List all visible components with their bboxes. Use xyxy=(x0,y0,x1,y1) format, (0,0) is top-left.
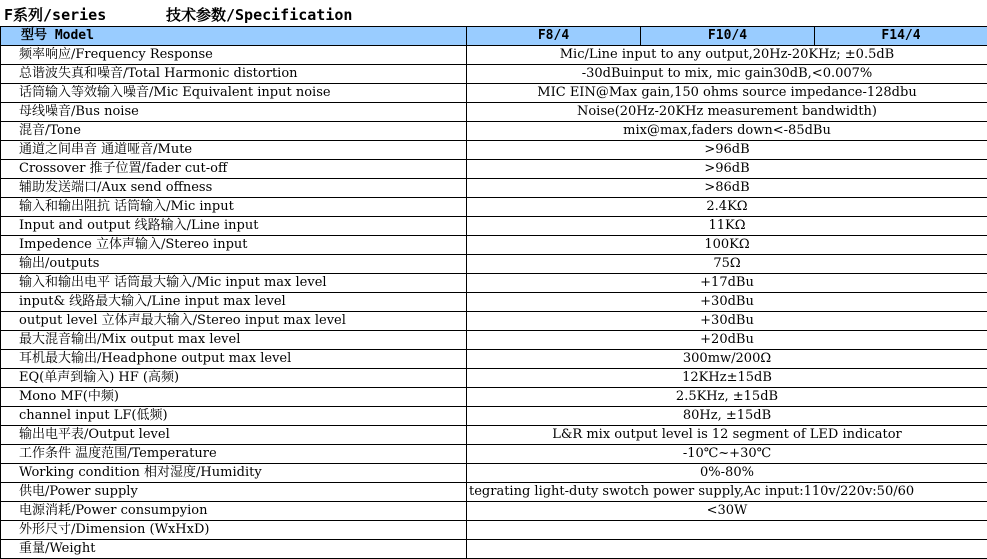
param-cell[interactable]: Impedence 立体声输入/Stereo input xyxy=(1,236,467,255)
value-cell[interactable]: 2.5KHz, ±15dB xyxy=(467,388,987,407)
value-cell[interactable]: 2.4KΩ xyxy=(467,198,987,217)
table-row xyxy=(1,103,987,122)
model-cell-f14[interactable]: F14/4 xyxy=(815,27,987,46)
param-cell[interactable]: 重量/Weight xyxy=(1,540,467,559)
value-cell[interactable]: Mic/Line input to any output,20Hz-20KHz; ±0.5dB xyxy=(467,46,987,65)
param-cell[interactable]: 输入和输出电平 话筒最大输入/Mic input max level xyxy=(1,274,467,293)
param-cell[interactable]: 混音/Tone xyxy=(1,122,467,141)
model-label-cell[interactable]: 型号 Model xyxy=(1,27,467,46)
param-cell[interactable]: 最大混音输出/Mix output max level xyxy=(1,331,467,350)
table-row xyxy=(1,331,987,350)
table-row xyxy=(1,369,987,388)
param-cell[interactable]: 辅助发送端口/Aux send offness xyxy=(1,179,467,198)
value-cell[interactable]: -30dBuinput to mix, mic gain30dB,<0.007% xyxy=(467,65,987,84)
param-cell[interactable]: Working condition 相对湿度/Humidity xyxy=(1,464,467,483)
param-cell[interactable]: 通道之间串音 通道哑音/Mute xyxy=(1,141,467,160)
param-cell[interactable]: 频率响应/Frequency Response xyxy=(1,46,467,65)
table-row xyxy=(1,540,987,559)
table-row xyxy=(1,122,987,141)
param-cell[interactable]: Crossover 推子位置/fader cut-off xyxy=(1,160,467,179)
sheet-title xyxy=(0,0,987,26)
value-cell[interactable]: 0%-80% xyxy=(467,464,987,483)
table-row xyxy=(1,426,987,445)
value-cell[interactable]: 80Hz, ±15dB xyxy=(467,407,987,426)
table-row xyxy=(1,350,987,369)
value-cell[interactable]: MIC EIN@Max gain,150 ohms source impedance-128dbu xyxy=(467,84,987,103)
value-cell[interactable]: L&R mix output level is 12 segment of LED indicator xyxy=(467,426,987,445)
value-cell[interactable]: >96dB xyxy=(467,141,987,160)
value-cell[interactable]: >96dB xyxy=(467,160,987,179)
spec-table xyxy=(0,26,987,559)
param-cell[interactable]: 外形尺寸/Dimension (WxHxD) xyxy=(1,521,467,540)
value-cell[interactable]: 12KHz±15dB xyxy=(467,369,987,388)
table-row xyxy=(1,46,987,65)
param-cell[interactable]: 输出/outputs xyxy=(1,255,467,274)
table-row xyxy=(1,293,987,312)
value-cell[interactable]: +17dBu xyxy=(467,274,987,293)
table-row xyxy=(1,274,987,293)
param-cell[interactable]: Input and output 线路输入/Line input xyxy=(1,217,467,236)
param-cell[interactable]: output level 立体声最大输入/Stereo input max level xyxy=(1,312,467,331)
param-cell[interactable]: EQ(单声到输入) HF (高频) xyxy=(1,369,467,388)
value-cell[interactable]: 11KΩ xyxy=(467,217,987,236)
table-row xyxy=(1,312,987,331)
param-cell[interactable]: 供电/Power supply xyxy=(1,483,467,502)
value-cell[interactable]: tegrating light-duty swotch power supply,Ac input:110v/220v:50/60 xyxy=(467,483,987,502)
table-row xyxy=(1,236,987,255)
table-row xyxy=(1,407,987,426)
value-cell[interactable] xyxy=(467,521,987,540)
param-cell[interactable]: 总谐波失真和噪音/Total Harmonic distortion xyxy=(1,65,467,84)
param-cell[interactable]: 输入和输出阻抗 话筒输入/Mic input xyxy=(1,198,467,217)
value-cell[interactable]: -10℃~+30℃ xyxy=(467,445,987,464)
model-cell-f8[interactable]: F8/4 xyxy=(467,27,641,46)
param-cell[interactable]: 母线噪音/Bus noise xyxy=(1,103,467,122)
param-cell[interactable]: 话筒输入等效输入噪音/Mic Equivalent input noise xyxy=(1,84,467,103)
value-cell[interactable]: 100KΩ xyxy=(467,236,987,255)
value-cell[interactable]: +20dBu xyxy=(467,331,987,350)
param-cell[interactable]: 耳机最大输出/Headphone output max level xyxy=(1,350,467,369)
param-cell[interactable]: Mono MF(中频) xyxy=(1,388,467,407)
value-cell[interactable] xyxy=(467,540,987,559)
table-row xyxy=(1,160,987,179)
model-cell-f10[interactable]: F10/4 xyxy=(641,27,815,46)
table-row xyxy=(1,65,987,84)
table-row xyxy=(1,502,987,521)
table-row xyxy=(1,84,987,103)
table-row xyxy=(1,388,987,407)
value-cell[interactable]: +30dBu xyxy=(467,312,987,331)
table-row xyxy=(1,198,987,217)
table-row xyxy=(1,521,987,540)
param-cell[interactable]: 工作条件 温度范围/Temperature xyxy=(1,445,467,464)
table-row xyxy=(1,141,987,160)
value-cell[interactable]: +30dBu xyxy=(467,293,987,312)
header-row xyxy=(1,27,987,46)
param-cell[interactable]: channel input LF(低频) xyxy=(1,407,467,426)
table-row xyxy=(1,445,987,464)
table-row xyxy=(1,217,987,236)
param-cell[interactable]: input& 线路最大输入/Line input max level xyxy=(1,293,467,312)
value-cell[interactable]: >86dB xyxy=(467,179,987,198)
table-row xyxy=(1,179,987,198)
value-cell[interactable]: mix@max,faders down<-85dBu xyxy=(467,122,987,141)
table-row xyxy=(1,255,987,274)
value-cell[interactable]: 300mw/200Ω xyxy=(467,350,987,369)
param-cell[interactable]: 输出电平表/Output level xyxy=(1,426,467,445)
series-title: F系列/series xyxy=(4,0,106,30)
value-cell[interactable]: Noise(20Hz-20KHz measurement bandwidth) xyxy=(467,103,987,122)
param-cell[interactable]: 电源消耗/Power consumpyion xyxy=(1,502,467,521)
table-row xyxy=(1,483,987,502)
spec-title: 技术参数/Specification xyxy=(166,0,352,30)
table-row xyxy=(1,464,987,483)
value-cell[interactable]: <30W xyxy=(467,502,987,521)
value-cell[interactable]: 75Ω xyxy=(467,255,987,274)
